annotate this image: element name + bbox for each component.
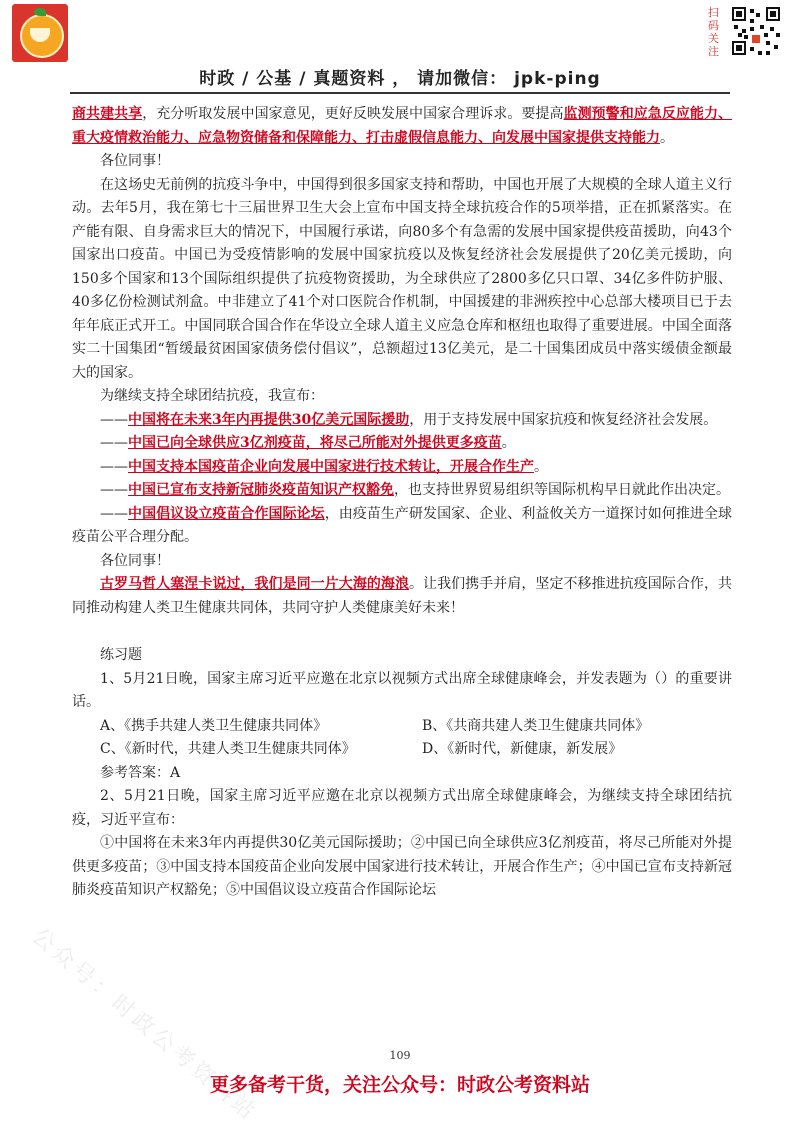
spacer bbox=[72, 620, 732, 644]
body-text: ，充分听取发展中国家意见，更好反映发展中国家合理诉求。要提高 bbox=[142, 106, 564, 122]
highlight-text: 古罗马哲人塞涅卡说过，我们是同一片大海的海浪 bbox=[100, 576, 409, 592]
option-row bbox=[72, 738, 732, 762]
option-row bbox=[72, 715, 732, 739]
watermark-text: 公众号：时政公考资料站 bbox=[26, 923, 262, 1127]
body-text: 。 bbox=[660, 129, 674, 146]
highlight-text: 中国已宣布支持新冠肺炎疫苗知识产权豁免 bbox=[128, 482, 394, 498]
closing-paragraph: 古罗马哲人塞涅卡说过，我们是同一片大海的海浪。让我们携手并肩，坚定不移推进抗疫国际合作，共同推动构建人类卫生健康共同体，共同守护人类健康美好未来！ bbox=[72, 576, 732, 616]
question-2-items: ①中国将在未来3年内再提供30亿美元国际援助；②中国已向全球供应3亿剂疫苗，将尽己所能对外提供更多疫苗；③中国支持本国疫苗企业向发展中国家进行技术转让，开展合作生产；④中国已宣布支持新冠肺炎疫苗知识产权豁免；⑤中国倡议设立疫苗合作国际论坛 bbox=[72, 835, 732, 898]
option-a: A、《携手共建人类卫生健康共同体》 bbox=[100, 717, 328, 734]
header-divider bbox=[70, 92, 730, 94]
qr-code-icon[interactable] bbox=[730, 5, 782, 57]
question-1-stem: 1、5月21日晚，国家主席习近平应邀在北京以视频方式出席全球健康峰会，并发表题为（）的重要讲话。 bbox=[72, 670, 732, 710]
greeting: 各位同事！ bbox=[100, 552, 170, 569]
page-number: 109 bbox=[389, 1049, 411, 1062]
question-2-stem: 2、5月21日晚，国家主席习近平应邀在北京以视频方式出席全球健康峰会，为继续支持全球团结抗疫，习近平宣布： bbox=[72, 788, 732, 828]
measure-item: ——中国倡议设立疫苗合作国际论坛，由疫苗生产研发国家、企业、利益攸关方一道探讨如何推进全球疫苗公平合理分配。 bbox=[72, 505, 733, 545]
body-paragraph: 在这场史无前例的抗疫斗争中，中国得到很多国家支持和帮助，中国也开展了大规模的全球人道主义行动。去年5月，我在第七十三届世界卫生大会上宣布中国支持全球抗疫合作的5项举措，正在抓紧落实。在产能有限、自身需求巨大的情况下，中国履行承诺，向80多个有急需的发展中国家提供疫苗援助，向43个国家出口疫苗。中国已为受疫情影响的发展中国家抗疫以及恢复经济社会发展提供了20亿美元援助，向150多个国家和13个国际组织提供了抗疫物资援助，为全球供应了2800多亿只口罩、34亿多件防护服、40多亿份检测试剂盒。中非建立了41个对口医院合作机制，中国援建的非洲疾控中心总部大楼项目已于去年年底正式开工。中国同联合国合作在华设立全球人道主义应急仓库和枢纽也取得了重要进展。中国全面落实二十国集团“暂缓最贫困国家债务偿付倡议”，总额超过13亿美元，是二十国集团成员中落实缓债金额最大的国家。 bbox=[72, 176, 732, 381]
measure-item: ——中国将在未来3年内再提供30亿美元国际援助，用于支持发展中国家抗疫和恢复经济社会发展。 bbox=[100, 411, 718, 428]
footer-banner: 更多备考干货，关注公众号：时政公考资料站 bbox=[209, 1074, 590, 1096]
intro-paragraph bbox=[72, 103, 732, 150]
page-content bbox=[72, 103, 732, 903]
measure-item: ——中国已向全球供应3亿剂疫苗，将尽己所能对外提供更多疫苗。 bbox=[100, 435, 516, 451]
logo-orange-image bbox=[12, 4, 68, 62]
option-c: C、《新时代，共建人类卫生健康共同体》 bbox=[100, 741, 356, 757]
announcement: 为继续支持全球团结抗疫，我宣布： bbox=[100, 388, 324, 404]
header-title: 时政 / 公基 / 真题资料 ， 请加微信： jpk-ping bbox=[199, 69, 601, 89]
highlight-text: 中国将在未来3年内再提供30亿美元国际援助 bbox=[128, 411, 410, 428]
option-d: D、《新时代，新健康，新发展》 bbox=[422, 741, 623, 757]
highlight-text: 商共建共享 bbox=[72, 106, 143, 122]
option-b: B、《共商共建人类卫生健康共同体》 bbox=[422, 717, 650, 734]
highlight-text: 监测预警和应急反应能力、重大疫情救治能力、应急物资储备和保障能力、打击虚假信息能力、向发展中国家提供支持能力 bbox=[72, 106, 733, 146]
answer-key: 参考答案：A bbox=[100, 764, 181, 781]
measure-item: ——中国已宣布支持新冠肺炎疫苗知识产权豁免，也支持世界贸易组织等国际机构早日就此作出决定。 bbox=[100, 482, 730, 498]
highlight-text: 中国倡议设立疫苗合作国际论坛 bbox=[128, 505, 325, 522]
measure-item: ——中国支持本国疫苗企业向发展中国家进行技术转让，开展合作生产。 bbox=[100, 458, 548, 475]
highlight-text: 中国已向全球供应3亿剂疫苗，将尽己所能对外提供更多疫苗 bbox=[128, 435, 502, 451]
greeting: 各位同事！ bbox=[100, 153, 170, 169]
highlight-text: 中国支持本国疫苗企业向发展中国家进行技术转让，开展合作生产 bbox=[128, 458, 534, 475]
exercise-title: 练习题 bbox=[100, 647, 142, 663]
leaf-icon bbox=[34, 8, 46, 16]
scan-label: 扫码关注 bbox=[708, 6, 719, 58]
